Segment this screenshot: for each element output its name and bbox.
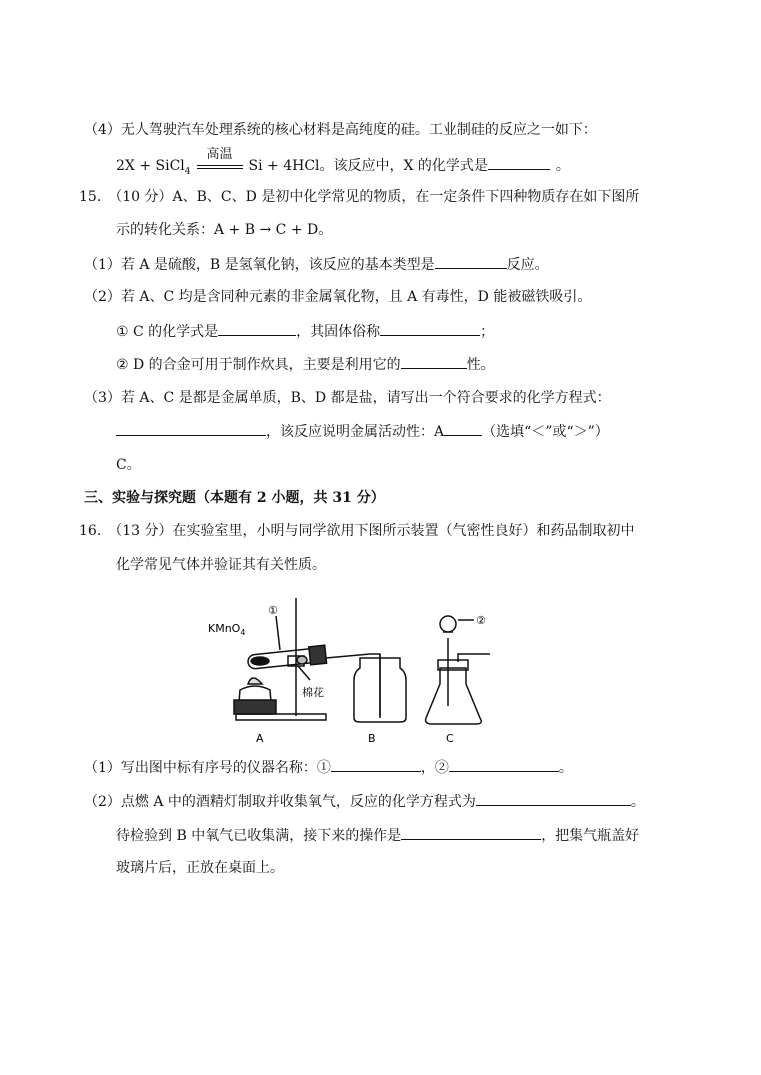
q15-part3-answer: ，该反应说明金属活动性：A （选填“＜”或“＞”） bbox=[116, 421, 609, 442]
conical-flask bbox=[426, 668, 482, 724]
q15-part3: （3）若 A、C 是都是金属单质，B、D 都是盐，请写出一个符合要求的化学方程式： bbox=[84, 390, 611, 406]
answer-blank[interactable] bbox=[449, 757, 559, 772]
equation-subscript: 4 bbox=[184, 166, 191, 177]
answer-blank[interactable] bbox=[476, 791, 631, 806]
q15-stem-line1: 15. （10 分）A、B、C、D 是初中化学常见的物质，在一定条件下四种物质存在如下图所 bbox=[79, 189, 640, 205]
answer-blank[interactable] bbox=[435, 254, 507, 269]
kmno4-powder bbox=[251, 657, 269, 665]
q14-part4-equation: 2X + SiCl$_4$ 高温 Si + 4HCl。该反应中，X 的化学式是 。 bbox=[116, 147, 570, 177]
equation-left: 2X + SiCl bbox=[116, 158, 185, 174]
q15-part2: （2）若 A、C 均是含同种元素的非金属氧化物，且 A 有毒性，D 能被磁铁吸引。 bbox=[84, 289, 592, 305]
equation-right: Si + 4HCl。该反应中，X 的化学式是 bbox=[248, 158, 488, 174]
apparatus-diagram bbox=[200, 588, 500, 748]
delivery-tube bbox=[326, 654, 380, 716]
q14-part4-intro: （4）无人驾驶汽车处理系统的核心材料是高纯度的硅。工业制硅的反应之一如下： bbox=[84, 122, 597, 138]
q16-part1: （1）写出图中标有序号的仪器名称：① ，② 。 bbox=[84, 757, 573, 778]
iron-stand-base bbox=[236, 714, 326, 720]
q16-part2: （2）点燃 A 中的酒精灯制取并收集氧气，反应的化学方程式为 。 bbox=[84, 791, 645, 812]
label-b: B bbox=[368, 732, 376, 745]
answer-blank[interactable] bbox=[380, 321, 480, 336]
q16-part2-line2: 待检验到 B 中氧气已收集满，接下来的操作是 ，把集气瓶盖好 bbox=[116, 825, 639, 846]
answer-blank[interactable] bbox=[116, 421, 266, 436]
separatory-funnel bbox=[440, 616, 456, 632]
label-cotton: 棉花 bbox=[302, 686, 324, 699]
label-c: C bbox=[446, 732, 454, 745]
answer-blank[interactable] bbox=[401, 354, 467, 369]
reaction-condition-arrow bbox=[197, 147, 243, 176]
answer-blank[interactable] bbox=[218, 321, 296, 336]
answer-blank[interactable] bbox=[444, 421, 482, 436]
lamp-flame bbox=[248, 678, 262, 684]
q15-part2-item2: ② D 的合金可用于制作炊具，主要是利用它的 性。 bbox=[116, 354, 495, 375]
q16-stem-line1: 16. （13 分）在实验室里，小明与同学欲用下图所示装置（气密性良好）和药品制取初中 bbox=[79, 523, 635, 539]
answer-blank[interactable] bbox=[331, 757, 421, 772]
leader-line-1 bbox=[276, 616, 280, 650]
q16-part2-line3: 玻璃片后，正放在桌面上。 bbox=[116, 860, 284, 876]
label-a: A bbox=[256, 732, 264, 745]
q16-stem-line2: 化学常见气体并验证其有关性质。 bbox=[116, 557, 326, 573]
label-kmno4: KMnO$_4$ bbox=[208, 622, 246, 637]
q15-stem-line2: 示的转化关系：A + B → C + D。 bbox=[116, 222, 333, 238]
q15-part2-item1: ① C 的化学式是 ，其固体俗称 ； bbox=[116, 321, 494, 342]
flask-side-tube bbox=[458, 654, 490, 662]
leader-line-cotton bbox=[298, 666, 310, 680]
lamp-block bbox=[234, 700, 276, 714]
label-number-2: ② bbox=[476, 614, 486, 627]
section3-title: 三、实验与探究题（本题有 2 小题，共 31 分） bbox=[84, 490, 385, 506]
apparatus-figure bbox=[200, 588, 500, 748]
reaction-condition: 高温 bbox=[206, 147, 233, 162]
cotton bbox=[297, 656, 307, 664]
q15-part3-tail: C。 bbox=[116, 457, 141, 473]
answer-blank[interactable] bbox=[401, 825, 541, 840]
label-number-1: ① bbox=[268, 604, 278, 617]
q15-part1: （1）若 A 是硫酸，B 是氢氧化钠，该反应的基本类型是 反应。 bbox=[84, 254, 549, 275]
answer-blank[interactable] bbox=[488, 155, 550, 170]
